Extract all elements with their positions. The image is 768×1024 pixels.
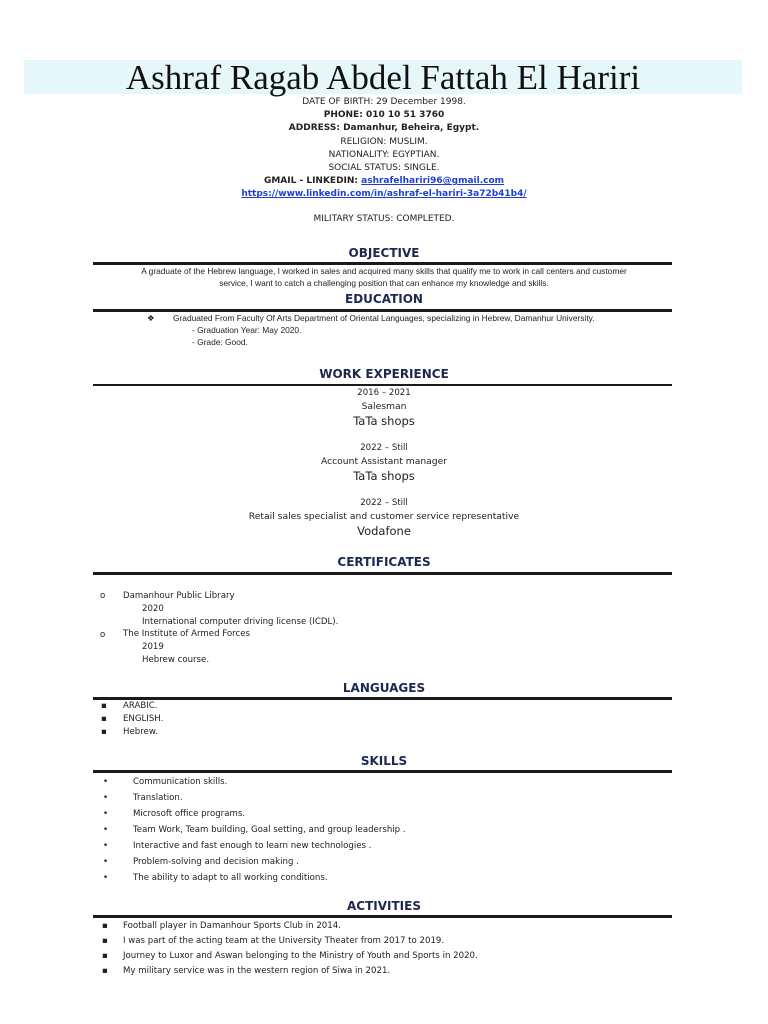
- skill-item: Team Work, Team building, Goal setting, and group leadership .: [133, 825, 406, 835]
- activities-rule: [93, 915, 672, 918]
- language-item: Hebrew.: [123, 727, 158, 737]
- linkedin-link[interactable]: https://www.linkedin.com/in/ashraf-el-hariri-3a72b41b4/: [241, 189, 527, 200]
- activity-bullet-icon: ▪: [102, 966, 108, 976]
- skill-bullet-icon: •: [103, 809, 109, 819]
- language-bullet-icon: ▪: [101, 714, 107, 724]
- education-bullet-icon: ❖: [147, 313, 155, 323]
- religion: RELIGION: MUSLIM.: [340, 136, 428, 147]
- job-company: Vodafone: [357, 524, 411, 538]
- skills-title: SKILLS: [360, 754, 408, 768]
- skill-bullet-icon: •: [103, 793, 109, 803]
- objective-line-2: service, I want to catch a challenging position that can enhance my knowledge and skills.: [219, 277, 549, 288]
- date-of-birth: DATE OF BIRTH: 29 December 1998.: [302, 97, 466, 107]
- skill-bullet-icon: •: [103, 777, 109, 787]
- objective-title: OBJECTIVE: [348, 246, 420, 260]
- address: ADDRESS: Damanhur, Beheira, Egypt.: [288, 123, 480, 134]
- activity-item: My military service was in the western region of Siwa in 2021.: [123, 966, 391, 976]
- contact-info: [0, 96, 768, 226]
- skill-bullet-icon: •: [103, 873, 109, 883]
- languages-rule: [93, 697, 672, 700]
- certificate-year: 2020: [142, 604, 164, 614]
- certificate-bullet-icon: o: [100, 591, 106, 601]
- job-company: TaTa shops: [353, 414, 415, 428]
- education-title: EDUCATION: [345, 292, 423, 306]
- activity-bullet-icon: ▪: [102, 936, 108, 946]
- work-experience-rule: [93, 384, 672, 386]
- education-grade: - Grade: Good.: [192, 337, 248, 347]
- gmail-link[interactable]: ashrafelhariri96@gmail.com: [361, 176, 505, 187]
- activity-item: Football player in Damanhour Sports Club in 2014.: [123, 921, 341, 931]
- skill-bullet-icon: •: [103, 857, 109, 867]
- gmail-linkedin-row: [0, 175, 768, 188]
- skill-item: Problem-solving and decision making .: [133, 857, 299, 867]
- skill-bullet-icon: •: [103, 825, 109, 835]
- job-entry: [0, 387, 768, 429]
- job-years: 2022 – Still: [360, 498, 408, 508]
- education-rule: [93, 309, 672, 312]
- job-entry: [0, 497, 768, 539]
- job-role: Salesman: [361, 401, 407, 412]
- language-bullet-icon: ▪: [101, 727, 107, 737]
- skill-item: Microsoft office programs.: [133, 809, 246, 819]
- certificate-name: Hebrew course.: [142, 655, 210, 665]
- certificate-name: International computer driving license (ICDL).: [142, 617, 339, 627]
- language-item: ARABIC.: [123, 701, 158, 711]
- certificates-title: CERTIFICATES: [337, 555, 431, 569]
- social-status: SOCIAL STATUS: SINGLE.: [328, 163, 440, 174]
- work-experience-title: WORK EXPERIENCE: [319, 367, 449, 381]
- activity-bullet-icon: ▪: [102, 951, 108, 961]
- gmail-linkedin-label: GMAIL - LINKEDIN:: [263, 176, 362, 187]
- skill-item: The ability to adapt to all working conditions.: [133, 873, 328, 883]
- activity-item: I was part of the acting team at the University Theater from 2017 to 2019.: [123, 936, 445, 946]
- certificate-issuer: The Institute of Armed Forces: [123, 629, 250, 639]
- language-bullet-icon: ▪: [101, 701, 107, 711]
- military-status: MILITARY STATUS: COMPLETED.: [313, 213, 455, 224]
- skill-item: Translation.: [133, 793, 183, 803]
- job-years: 2016 – 2021: [357, 388, 411, 398]
- certificates-rule: [93, 572, 672, 575]
- activity-bullet-icon: ▪: [102, 921, 108, 931]
- certificate-year: 2019: [142, 642, 164, 652]
- candidate-name: Ashraf Ragab Abdel Fattah El Hariri: [125, 58, 641, 97]
- skill-item: Communication skills.: [133, 777, 228, 787]
- certificate-issuer: Damanhour Public Library: [123, 591, 235, 601]
- activities-title: ACTIVITIES: [347, 899, 421, 913]
- certificate-bullet-icon: o: [100, 630, 106, 640]
- job-role: Retail sales specialist and customer service representative: [248, 511, 520, 522]
- job-role: Account Assistant manager: [320, 456, 448, 467]
- skill-item: Interactive and fast enough to learn new technologies .: [133, 841, 372, 851]
- education-year: - Graduation Year: May 2020.: [192, 325, 302, 335]
- skill-bullet-icon: •: [103, 841, 109, 851]
- objective-rule: [93, 262, 672, 265]
- objective-text: [0, 266, 768, 289]
- job-years: 2022 – Still: [360, 443, 408, 453]
- activity-item: Journey to Luxor and Aswan belonging to the Ministry of Youth and Sports in 2020.: [123, 951, 478, 961]
- job-company: TaTa shops: [353, 469, 415, 483]
- skills-rule: [93, 770, 672, 773]
- education-degree: Graduated From Faculty Of Arts Department of Oriental Languages, specializing in Hebrew, Damanhur University.: [173, 313, 595, 323]
- phone: PHONE: 010 10 51 3760: [323, 110, 445, 121]
- objective-line-1: A graduate of the Hebrew language, I worked in sales and acquired many skills that qualify me to work in call centers and customer: [141, 266, 627, 276]
- nationality: NATIONALITY: EGYPTIAN.: [328, 149, 440, 160]
- language-item: ENGLISH.: [123, 714, 164, 724]
- job-entry: [0, 442, 768, 484]
- languages-title: LANGUAGES: [342, 681, 426, 695]
